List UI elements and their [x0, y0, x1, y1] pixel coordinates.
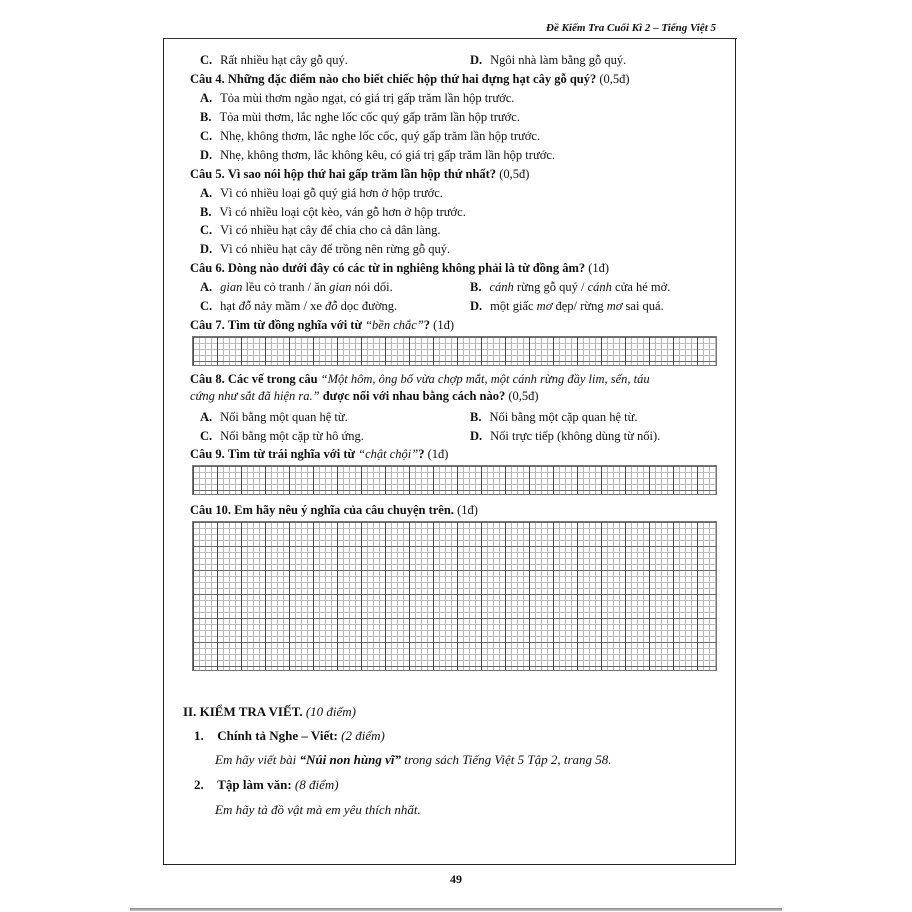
question-4: Câu 4. Những đặc điểm nào cho biết chiếc hộp thứ hai đựng hạt cây gỗ quý? (0,5đ)	[190, 72, 630, 86]
q8-option-d: D. Nối trực tiếp (không dùng từ nối).	[470, 429, 661, 443]
section-2-item-1: 1. Chính tả Nghe – Viết: (2 điểm)	[194, 728, 385, 743]
q6-option-d: D. một giấc mơ đẹp/ rừng mơ sai quá.	[470, 299, 664, 313]
q6-option-c: C. hạt đỗ nảy mầm / xe đỗ dọc đường.	[200, 299, 398, 313]
bottom-divider	[130, 908, 782, 911]
q5-option-a: A. Vì có nhiều loại gỗ quý giá hơn ở hộp trước.	[200, 186, 443, 200]
section-2-title: II. KIỂM TRA VIẾT. (10 điểm)	[183, 704, 357, 719]
header-title: Đề Kiểm Tra Cuối Kì 2 – Tiếng Việt 5	[546, 22, 716, 34]
q5-option-b: B. Vì có nhiều loại cột kèo, ván gỗ hơn ở hộp trước.	[200, 205, 466, 219]
q4-option-b: B. Tỏa mùi thơm, lắc nghe lốc cốc quý gấp trăm lần hộp trước.	[200, 110, 520, 124]
q4-option-d: D. Nhẹ, không thơm, lắc không kêu, có giá trị gấp trăm lần hộp trước.	[200, 148, 556, 162]
q5-option-d: D. Vì có nhiều hạt cây để trồng nên rừng gỗ quý.	[200, 242, 451, 256]
q6-option-b: B. cánh rừng gỗ quý / cánh cửa hé mở.	[470, 280, 671, 294]
section-2-item-2: 2. Tập làm văn: (8 điểm)	[194, 777, 339, 792]
question-8: Câu 8. Các vế trong câu “Một hôm, ông bố vừa chợp mắt, một cánh rừng đầy lim, sến, táu	[190, 372, 650, 386]
q8-option-b: B. Nối bằng một cặp quan hệ từ.	[470, 410, 638, 424]
answer-grid-q10[interactable]	[192, 521, 717, 671]
question-5: Câu 5. Vì sao nói hộp thứ hai gấp trăm lần hộp thứ nhất? (0,5đ)	[190, 167, 530, 181]
q5-option-c: C. Vì có nhiều hạt cây để chia cho cả dân làng.	[200, 223, 441, 237]
prev-option-c: C. Rất nhiều hạt cây gỗ quý.	[200, 53, 348, 67]
q8-option-c: C. Nối bằng một cặp từ hô ứng.	[200, 429, 364, 443]
section-2-item-1-text: Em hãy viết bài “Núi non hùng vĩ” trong sách Tiếng Việt 5 Tập 2, trang 58.	[215, 752, 612, 767]
question-10: Câu 10. Em hãy nêu ý nghĩa của câu chuyện trên. (1đ)	[190, 503, 478, 517]
page-number: 49	[450, 872, 462, 886]
prev-option-d: D. Ngôi nhà làm bằng gỗ quý.	[470, 53, 627, 67]
question-8-cont: cứng như sắt đã hiện ra.” được nối với nhau bằng cách nào? (0,5đ)	[190, 389, 539, 403]
q6-option-a: A. gian lều cỏ tranh / ăn gian nói dối.	[200, 280, 393, 294]
answer-grid-q7[interactable]	[192, 336, 717, 366]
q4-option-c: C. Nhẹ, không thơm, lắc nghe lốc cốc, quý gấp trăm lần hộp trước.	[200, 129, 541, 143]
question-9: Câu 9. Tìm từ trái nghĩa với từ “chật chội”? (1đ)	[190, 447, 449, 461]
q4-option-a: A. Tỏa mùi thơm ngào ngạt, có giá trị gấp trăm lần hộp trước.	[200, 91, 515, 105]
question-6: Câu 6. Dòng nào dưới đây có các từ in nghiêng không phải là từ đồng âm? (1đ)	[190, 261, 610, 275]
section-2-item-2-text: Em hãy tả đồ vật mà em yêu thích nhất.	[215, 802, 421, 817]
answer-grid-q9[interactable]	[192, 465, 717, 495]
q8-option-a: A. Nối bằng một quan hệ từ.	[200, 410, 348, 424]
question-7: Câu 7. Tìm từ đồng nghĩa với từ “bền chắc”? (1đ)	[190, 318, 454, 332]
